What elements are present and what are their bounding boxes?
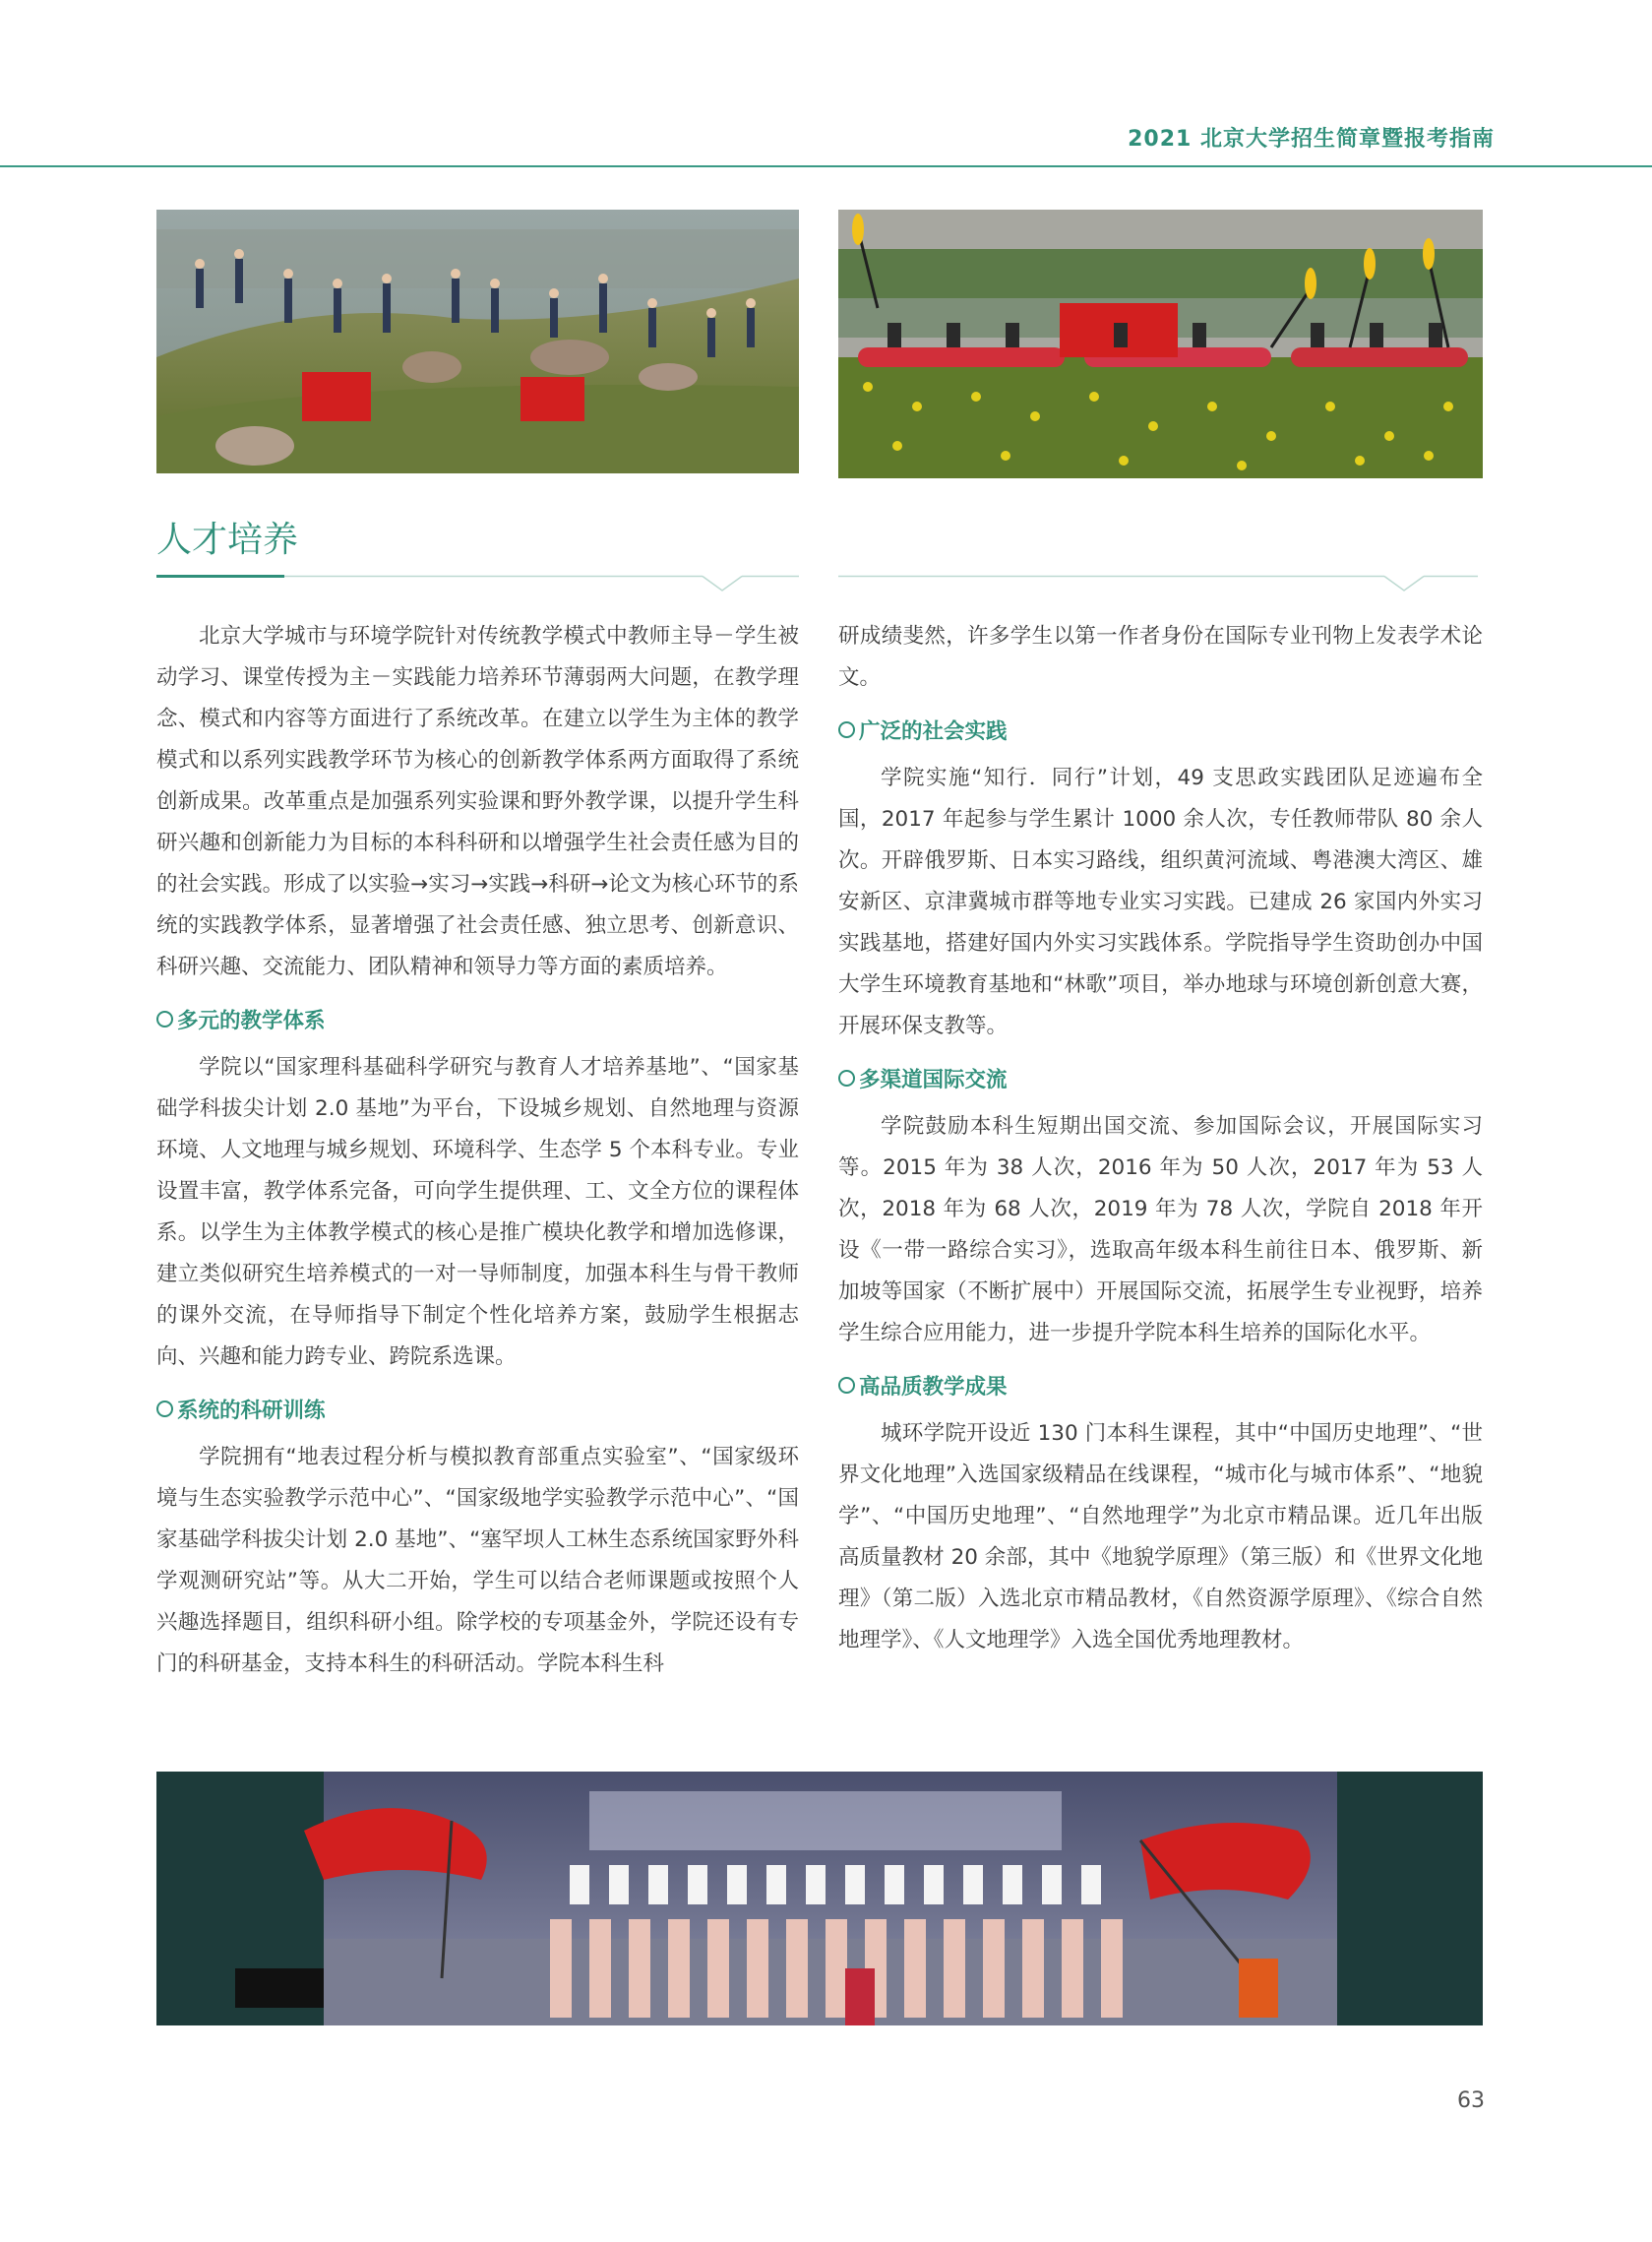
teaching-system-paragraph: 学院以“国家理科基础科学研究与教育人才培养基地”、“国家基础学科拔尖计划 2.0 基地”为平台，下设城乡规划、自然地理与资源环境、人文地理与城乡规划、环境科学、生态学 5 个本科专业。专业设置丰富，教学体系完备，可向学生提供理、工、文全方位的课程体系。以学生为主体教学模式的核心是推广模块化教学和增加选修课，建立类似研究生培养模式的一对一导师制度，加强本科生与骨干教师的课外交流，在导师指导下制定个性化培养方案，鼓励学生根据志向、兴趣和能力跨专业、跨院系选课。	[156, 1055, 799, 1369]
header-title: 2021 北京大学招生简章暨报考指南	[1128, 127, 1495, 152]
photo-choir-performance	[156, 1772, 1483, 2025]
circle-bullet-icon	[838, 1070, 855, 1087]
subheading-international-exchange: 多渠道国际交流	[838, 1061, 1483, 1100]
circle-bullet-icon	[838, 721, 855, 738]
photo-kayak-team	[838, 210, 1483, 478]
teaching-results-paragraph: 城环学院开设近 130 门本科生课程，其中“中国历史地理”、“世界文化地理”入选国家级精品在线课程，“城市化与城市体系”、“地貌学”、“中国历史地理”、“自然地理学”为北京市精品课。近几年出版高质量教材 20 余部，其中《地貌学原理》（第三版）和《世界文化地理》（第二版）入选北京市精品教材，《自然资源学原理》、《综合自然地理学》、《人文地理学》入选全国优秀地理教材。	[838, 1421, 1483, 1652]
social-practice-paragraph: 学院实施“知行．同行”计划，49 支思政实践团队足迹遍布全国，2017 年起参与学生累计 1000 余人次，专任教师带队 80 余人次。开辟俄罗斯、日本实习路线，组织黄河流域、粤港澳大湾区、雄安新区、京津冀城市群等地专业实习实践。已建成 26 家国内外实习实践基地，搭建好国内外实习实践体系。学院指导学生资助创办中国大学生环境教育基地和“林歌”项目，举办地球与环境创新创意大赛，开展环保支教等。	[838, 766, 1483, 1038]
header-rule	[0, 165, 1652, 167]
section-divider-left	[156, 569, 799, 594]
left-column	[156, 616, 799, 1685]
circle-bullet-icon	[838, 1377, 855, 1394]
right-column	[838, 616, 1483, 1661]
subheading-social-practice: 广泛的社会实践	[838, 713, 1483, 752]
section-divider-right	[838, 569, 1483, 594]
international-exchange-paragraph: 学院鼓励本科生短期出国交流、参加国际会议，开展国际实习等。2015 年为 38 人次，2016 年为 50 人次，2017 年为 53 人次，2018 年为 68 人次，2019 年为 78 人次，学院自 2018 年开设《一带一路综合实习》，选取高年级本科生前往日本、俄罗斯、新加坡等国家（不断扩展中）开展国际交流，拓展学生专业视野，培养学生综合应用能力，进一步提升学院本科生培养的国际化水平。	[838, 1114, 1483, 1345]
subheading-research-training: 系统的科研训练	[156, 1392, 799, 1431]
section-title: 人才培养	[156, 520, 299, 560]
subheading-teaching-system: 多元的教学体系	[156, 1002, 799, 1041]
photo-hiking-students	[156, 210, 799, 473]
research-continuation-paragraph: 研成绩斐然，许多学生以第一作者身份在国际专业刊物上发表学术论文。	[838, 624, 1483, 690]
intro-paragraph: 北京大学城市与环境学院针对传统教学模式中教师主导－学生被动学习、课堂传授为主－实践能力培养环节薄弱两大问题，在教学理念、模式和内容等方面进行了系统改革。在建立以学生为主体的教学模式和以系列实践教学环节为核心的创新教学体系两方面取得了系统创新成果。改革重点是加强系列实验课和野外教学课，以提升学生科研兴趣和创新能力为目标的本科科研和以增强学生社会责任感为目的的社会实践。形成了以实验→实习→实践→科研→论文为核心环节的系统的实践教学体系，显著增强了社会责任感、独立思考、创新意识、科研兴趣、交流能力、团队精神和领导力等方面的素质培养。	[156, 624, 799, 979]
research-training-paragraph: 学院拥有“地表过程分析与模拟教育部重点实验室”、“国家级环境与生态实验教学示范中心”、“国家级地学实验教学示范中心”、“国家基础学科拔尖计划 2.0 基地”、“塞罕坝人工林生态系统国家野外科学观测研究站”等。从大二开始，学生可以结合老师课题或按照个人兴趣选择题目，组织科研小组。除学校的专项基金外，学院还设有专门的科研基金，支持本科生的科研活动。学院本科生科	[156, 1445, 799, 1676]
page-number: 63	[1457, 2088, 1485, 2113]
circle-bullet-icon	[156, 1011, 173, 1028]
subheading-teaching-results: 高品质教学成果	[838, 1368, 1483, 1407]
circle-bullet-icon	[156, 1401, 173, 1417]
